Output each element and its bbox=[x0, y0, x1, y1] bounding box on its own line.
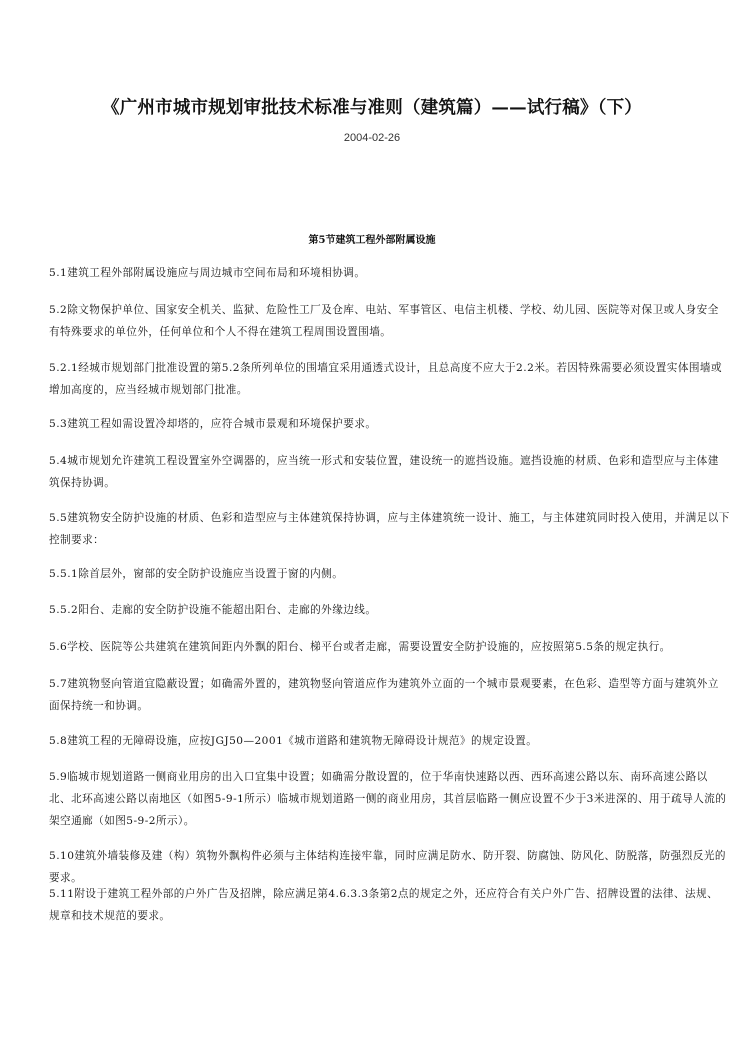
document-title: 《广州市城市规划审批技术标准与准则（建筑篇）——试行稿》（下） bbox=[102, 98, 642, 118]
paragraph-5-5-2: 5.5.2阳台、走廊的安全防护设施不能超出阳台、走廊的外缘边线。 bbox=[49, 604, 377, 616]
paragraph-5-8: 5.8建筑工程的无障碍设施，应按JGJ50—2001《城市道路和建筑物无障碍设计规范》的规定设置。 bbox=[49, 735, 538, 747]
section-heading: 第5节建筑工程外部附属设施 bbox=[308, 235, 436, 246]
paragraph-5-7: 5.7建筑物竖向管道宜隐蔽设置；如确需外置的，建筑物竖向管道应作为建筑外立面的一个城市景观要素，在色彩、造型等方面与建筑外立面保持统一和协调。 bbox=[49, 678, 719, 712]
paragraph-5-11: 5.11附设于建筑工程外部的户外广告及招牌，除应满足第4.6.3.3条第2点的规定之外，还应符合有关户外广告、招牌设置的法律、法规、规章和技术规范的要求。 bbox=[49, 888, 719, 922]
paragraph-5-9: 5.9临城市规划道路一侧商业用房的出入口宜集中设置；如确需分散设置的，位于华南快速路以西、西环高速公路以东、南环高速公路以北、北环高速公路以南地区（如图5-9-1所示）临城市规划道路一侧的商业用房，其首层临路一侧应设置不少于3米进深的、用于疏导人流的架空通廊（如图5-9-2所示）。 bbox=[49, 771, 727, 827]
paragraph-5-2: 5.2除文物保护单位、国家安全机关、监狱、危险性工厂及仓库、电站、军事管区、电信主机楼、学校、幼儿园、医院等对保卫或人身安全有特殊要求的单位外，任何单位和个人不得在建筑工程周围设置围墙。 bbox=[49, 304, 719, 338]
paragraph-5-10: 5.10建筑外墙装修及建（构）筑物外飘构件必须与主体结构连接牢靠，同时应满足防水、防开裂、防腐蚀、防风化、防脱落，防强烈反光的要求。 bbox=[49, 850, 726, 884]
document-date: 2004-02-26 bbox=[343, 132, 401, 144]
paragraph-5-4: 5.4城市规划允许建筑工程设置室外空调器的，应当统一形式和安装位置，建设统一的遮挡设施。遮挡设施的材质、色彩和造型应与主体建筑保持协调。 bbox=[49, 455, 719, 489]
paragraph-5-5: 5.5建筑物安全防护设施的材质、色彩和造型应与主体建筑保持协调，应与主体建筑统一设计、施工，与主体建筑同时投入使用，并满足以下控制要求： bbox=[49, 512, 730, 546]
paragraph-5-1: 5.1建筑工程外部附属设施应与周边城市空间布局和环境相协调。 bbox=[49, 267, 366, 279]
paragraph-5-3: 5.3建筑工程如需设置冷却塔的，应符合城市景观和环境保护要求。 bbox=[49, 418, 377, 430]
paragraph-5-6: 5.6学校、医院等公共建筑在建筑间距内外飘的阳台、梯平台或者走廊，需要设置安全防护设施的，应按照第5.5条的规定执行。 bbox=[49, 641, 671, 653]
paragraph-5-5-1: 5.5.1除首层外，窗部的安全防护设施应当设置于窗的内侧。 bbox=[49, 568, 344, 580]
paragraph-5-2-1: 5.2.1经城市规划部门批准设置的第5.2条所列单位的围墙宜采用通透式设计，且总高度不应大于2.2米。若因特殊需要必须设置实体围墙或增加高度的，应当经城市规划部门批准。 bbox=[49, 362, 723, 396]
